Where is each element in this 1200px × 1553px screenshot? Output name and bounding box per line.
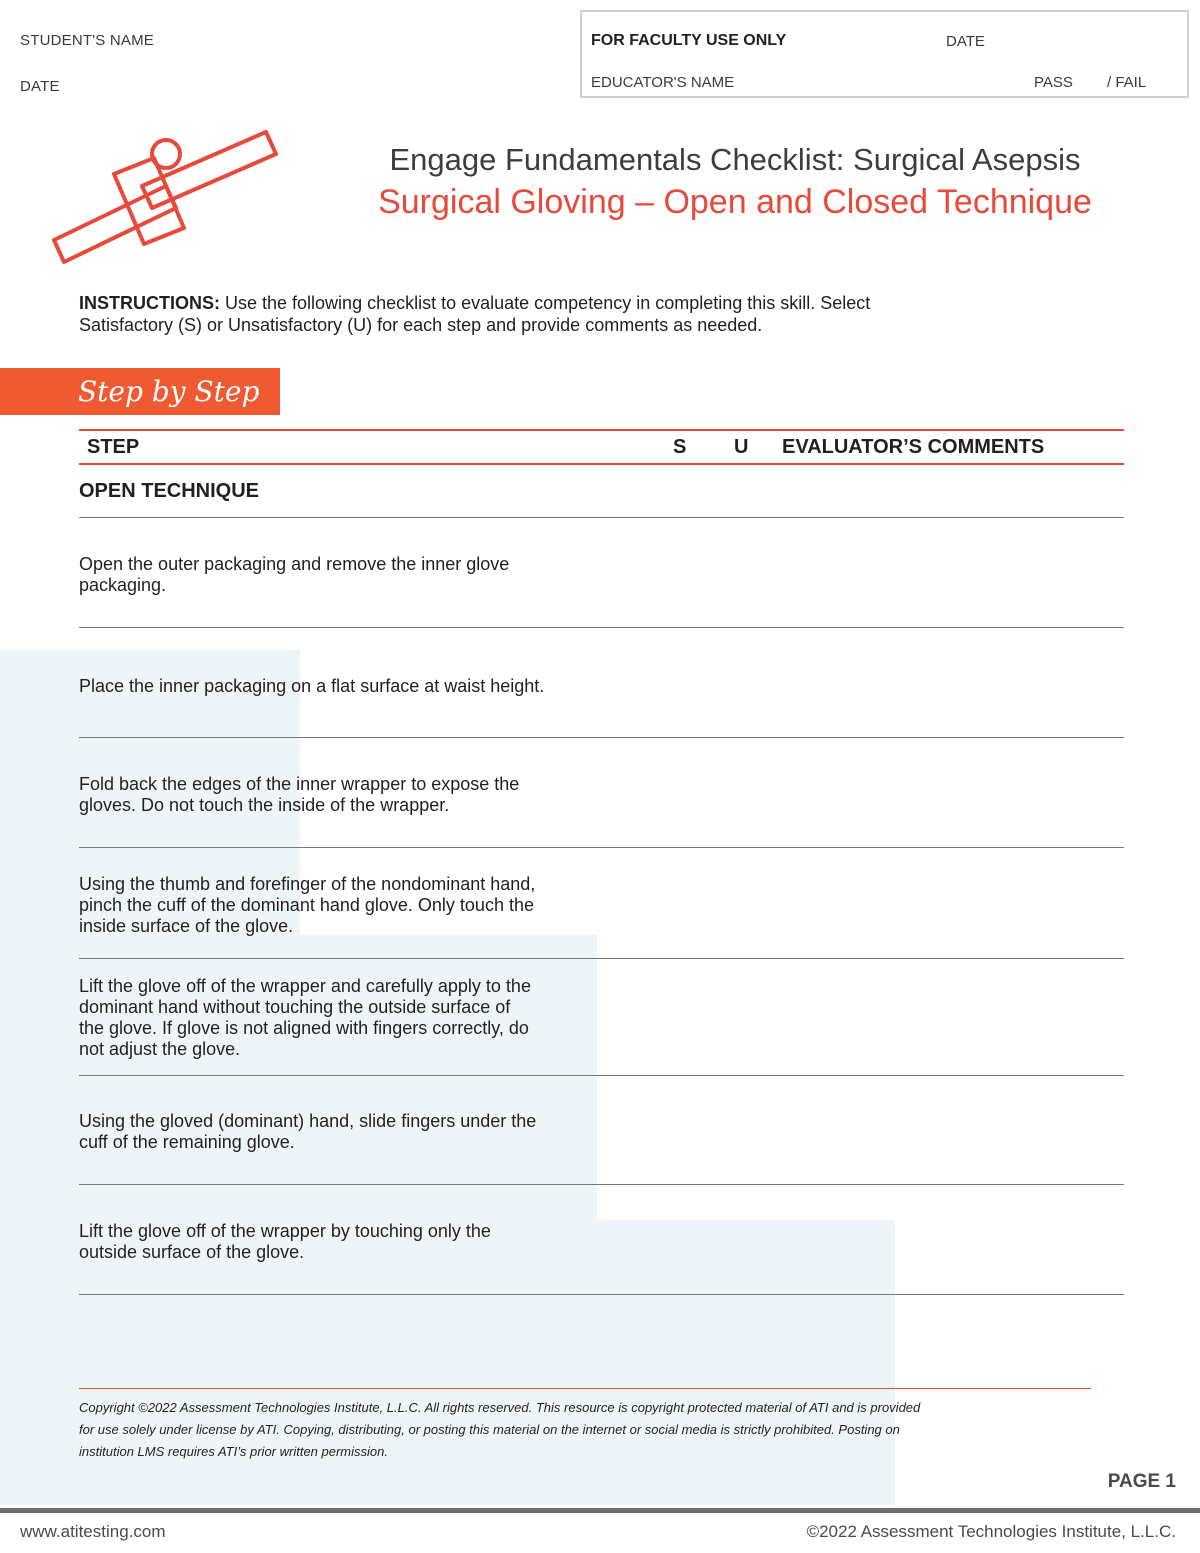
row-divider [79, 737, 1124, 738]
table-row-step-6 [79, 1111, 659, 1153]
copyright-notice [79, 1397, 1099, 1463]
step-6-line-1: Using the gloved (dominant) hand, slide fingers under the [79, 1111, 537, 1131]
section-title-open-technique: OPEN TECHNIQUE [79, 480, 260, 502]
column-header-u: U [734, 436, 749, 458]
step-5-line-4: not adjust the glove. [79, 1039, 241, 1059]
instructions [79, 292, 1089, 336]
website-link[interactable]: www.atitesting.com [20, 1522, 166, 1541]
column-header-step: STEP [87, 436, 140, 458]
instructions-line-2: Satisfactory (S) or Unsatisfactory (U) for each step and provide comments as needed. [79, 315, 763, 335]
step-3-line-2: gloves. Do not touch the inside of the wrapper. [79, 795, 450, 815]
table-header-bottom-rule [79, 463, 1124, 465]
step-7-line-1: Lift the glove off of the wrapper by touching only the [79, 1221, 491, 1241]
page-title: Engage Fundamentals Checklist: Surgical Asepsis [389, 142, 1081, 177]
ati-figure-logo-icon [48, 128, 280, 268]
fail-label: / FAIL [1107, 74, 1147, 91]
pass-label: PASS [1034, 74, 1073, 91]
row-divider [79, 1075, 1124, 1076]
row-divider [79, 517, 1124, 518]
educator-name-label: EDUCATOR'S NAME [591, 74, 735, 91]
footer-bar [0, 1508, 1200, 1513]
step-4-line-3: inside surface of the glove. [79, 916, 294, 936]
row-divider [79, 627, 1124, 628]
step-by-step-banner [0, 368, 280, 415]
step-2-line-1: Place the inner packaging on a flat surface at waist height. [79, 676, 545, 696]
row-divider [79, 1294, 1124, 1295]
table-header-top-rule [79, 429, 1124, 431]
step-6-line-2: cuff of the remaining glove. [79, 1132, 295, 1152]
copyright-line-2: for use solely under license by ATI. Copying, distributing, or posting this material on the internet or social media is strictly prohibited. Posting on [79, 1422, 900, 1437]
step-1-line-1: Open the outer packaging and remove the inner glove [79, 554, 510, 574]
row-divider [79, 847, 1124, 848]
instructions-label: INSTRUCTIONS: [79, 293, 220, 313]
column-header-comments: EVALUATOR’S COMMENTS [782, 436, 1045, 458]
row-divider [79, 1184, 1124, 1185]
step-5-line-2: dominant hand without touching the outside surface of [79, 997, 511, 1017]
faculty-use-box [580, 10, 1189, 98]
step-1-line-2: packaging. [79, 575, 167, 595]
page-subtitle: Surgical Gloving – Open and Closed Technique [378, 183, 1092, 221]
step-5-line-3: the glove. If glove is not aligned with fingers correctly, do [79, 1018, 529, 1038]
table-row-step-3 [79, 774, 659, 816]
step-by-step-label: Step by Step [78, 375, 260, 408]
table-row-step-7 [79, 1221, 659, 1263]
step-4-line-2: pinch the cuff of the dominant hand glove. Only touch the [79, 895, 534, 915]
student-name-label: STUDENT'S NAME [20, 32, 155, 49]
faculty-date-label: DATE [946, 33, 985, 50]
instructions-line-1: Use the following checklist to evaluate competency in completing this skill. Select [220, 293, 871, 313]
column-header-s: S [673, 436, 687, 458]
step-5-line-1: Lift the glove off of the wrapper and carefully apply to the [79, 976, 531, 996]
step-3-line-1: Fold back the edges of the inner wrapper to expose the [79, 774, 520, 794]
table-row-step-1 [79, 554, 659, 596]
copyright-rule [79, 1388, 1091, 1389]
table-row-step-2 [79, 676, 659, 697]
copyright-line-1: Copyright ©2022 Assessment Technologies Institute, L.L.C. All rights reserved. This resource is copyright protected material of ATI and is provided [79, 1400, 921, 1415]
date-label: DATE [20, 78, 60, 95]
faculty-use-title: FOR FACULTY USE ONLY [591, 32, 787, 49]
copyright-line-3: institution LMS requires ATI’s prior written permission. [79, 1444, 388, 1459]
page-number: PAGE 1 [1107, 1471, 1176, 1492]
footer-company: ©2022 Assessment Technologies Institute, L.L.C. [806, 1522, 1176, 1541]
step-7-line-2: outside surface of the glove. [79, 1242, 305, 1262]
row-divider [79, 958, 1124, 959]
table-row-step-5 [79, 976, 659, 1060]
table-row-step-4 [79, 874, 659, 937]
step-4-line-1: Using the thumb and forefinger of the nondominant hand, [79, 874, 536, 894]
